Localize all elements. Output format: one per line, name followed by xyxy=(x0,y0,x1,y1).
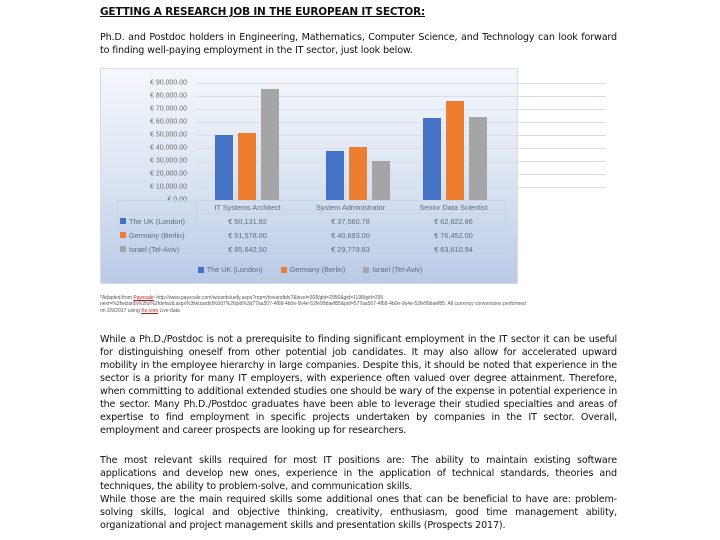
table-cell: € 29,779.83 xyxy=(331,244,370,254)
table-header-row xyxy=(117,200,506,214)
y-tick: € 30,000.00 xyxy=(150,157,187,165)
y-tick: € 60,000.00 xyxy=(150,118,187,126)
table-cell: € 62,822.86 xyxy=(434,216,473,226)
series-swatch xyxy=(120,246,126,252)
legend-swatch xyxy=(198,267,204,273)
table-row xyxy=(117,214,506,228)
body-paragraph: While those are the main required skills some additional ones that can be beneficial to have are: problem-solving skills, logical and objective thinking, creativity, enthusiasm, good time management ability, organizational and project management skills and presentation skills (Prospects 2017). xyxy=(100,494,617,531)
bar xyxy=(349,147,367,200)
body-paragraph: The most relevant skills required for most IT positions are: The ability to maintain existing software applications and develop new ones, experience in the application of technical standards, theories and techniques, the ability to problem-solve, and communication skills. xyxy=(100,455,617,492)
chart-legend xyxy=(101,265,519,275)
gridline xyxy=(195,135,606,136)
table-cell: € 76,452.00 xyxy=(434,230,473,240)
y-tick: € 70,000.00 xyxy=(150,105,187,113)
legend-item xyxy=(281,265,346,274)
series-swatch xyxy=(120,218,126,224)
legend-item xyxy=(198,265,263,274)
series-swatch xyxy=(120,232,126,238)
gridline xyxy=(195,122,606,123)
gridline xyxy=(195,148,606,149)
table-header: System Administrator xyxy=(316,202,385,212)
y-tick: € 90,000.00 xyxy=(150,79,187,87)
table-cell: € 51,578.00 xyxy=(228,230,267,240)
intro-paragraph: Ph.D. and Postdoc holders in Engineering, Mathematics, Computer Science, and Technology can look forward to finding well-paying employment in the IT sector, just look below. xyxy=(100,32,617,56)
legend-label: The UK (London) xyxy=(206,265,263,274)
gridline xyxy=(195,161,606,162)
y-tick: € 50,000.00 xyxy=(150,131,187,139)
bar xyxy=(326,151,344,200)
gridline xyxy=(195,174,606,175)
table-row xyxy=(117,228,506,242)
legend-item xyxy=(363,265,422,274)
source-link[interactable]: Payscale xyxy=(133,295,154,301)
bar xyxy=(215,135,233,200)
table-cell: € 85,642.50 xyxy=(228,244,267,254)
table-header: Senior Data Scientist xyxy=(419,202,488,212)
table-cell: € 40,693.00 xyxy=(331,230,370,240)
y-tick: € 80,000.00 xyxy=(150,92,187,100)
table-row xyxy=(117,242,506,256)
series-label: Germany (Berlin) xyxy=(129,230,185,240)
bar xyxy=(238,133,256,200)
bar xyxy=(372,161,390,200)
legend-swatch xyxy=(281,267,287,273)
bar xyxy=(446,101,464,200)
chart-footnote: *Adapted from Payscale: http://www.payscale.com/wizards/uefy.aspx?rnp=yfoviandtdx?&level=308/gid=2956&gid=1198/gid=295 next=%2fwizards%2fui%2fdefault.aspx%3fwizardid%3d7%26pid%3d77aa507-4f68-4b0e-9c4e-52fe99baef85&pid=577aa507-4f68-4b0e-9c4e-52fe99baef85. All currency conversions performed on 2/9/2017 using Xe.com Live data xyxy=(100,295,526,314)
bar xyxy=(469,117,487,200)
bar xyxy=(261,89,279,200)
gridline xyxy=(195,187,606,188)
body-paragraph: While a Ph.D./Postdoc is not a prerequisite to finding significant employment in the IT sector it can be useful for distinguishing oneself from other potential job candidates. It may also allow for accelerated upward mobility in the employee hierarchy in large companies. Despite this, it should be noted that experience in the sector is a priority for many IT employers, with experience often valued over degree attainment. Therefore, when committing to additional extended studies one should be wary of the expense in potential experience in the sector. Many Ph.D./Postdoc graduates have been able to leverage their studied specialties and areas of expertise to find employment in specific projects undertaken by companies in the IT sector. Overall, employment and career prospects are looking up for researchers. xyxy=(100,334,617,436)
table-cell: € 37,560.78 xyxy=(331,216,370,226)
series-label: Israel (Tel-Aviv) xyxy=(129,244,180,254)
table-cell: € 63,610.94 xyxy=(434,244,473,254)
series-label: The UK (London) xyxy=(129,216,185,226)
bar xyxy=(423,118,441,200)
legend-label: Germany (Berlin) xyxy=(289,265,346,274)
table-header: IT Systems Architect xyxy=(214,202,281,212)
y-tick: € 20,000.00 xyxy=(150,170,187,178)
salary-chart xyxy=(100,68,518,284)
gridline xyxy=(195,109,606,110)
gridline xyxy=(195,96,606,97)
y-tick: € 10,000.00 xyxy=(150,183,187,191)
legend-label: Israel (Tel-Aviv) xyxy=(372,265,423,274)
y-tick: € 0.00 xyxy=(167,196,187,204)
gridline xyxy=(195,83,606,84)
table-cell: € 50,131.92 xyxy=(228,216,267,226)
source-link[interactable]: Xe.com xyxy=(141,307,159,314)
y-tick: € 40,000.00 xyxy=(150,144,187,152)
legend-swatch xyxy=(363,267,369,273)
page-title: GETTING A RESEARCH JOB IN THE EUROPEAN IT SECTOR: xyxy=(100,6,425,18)
